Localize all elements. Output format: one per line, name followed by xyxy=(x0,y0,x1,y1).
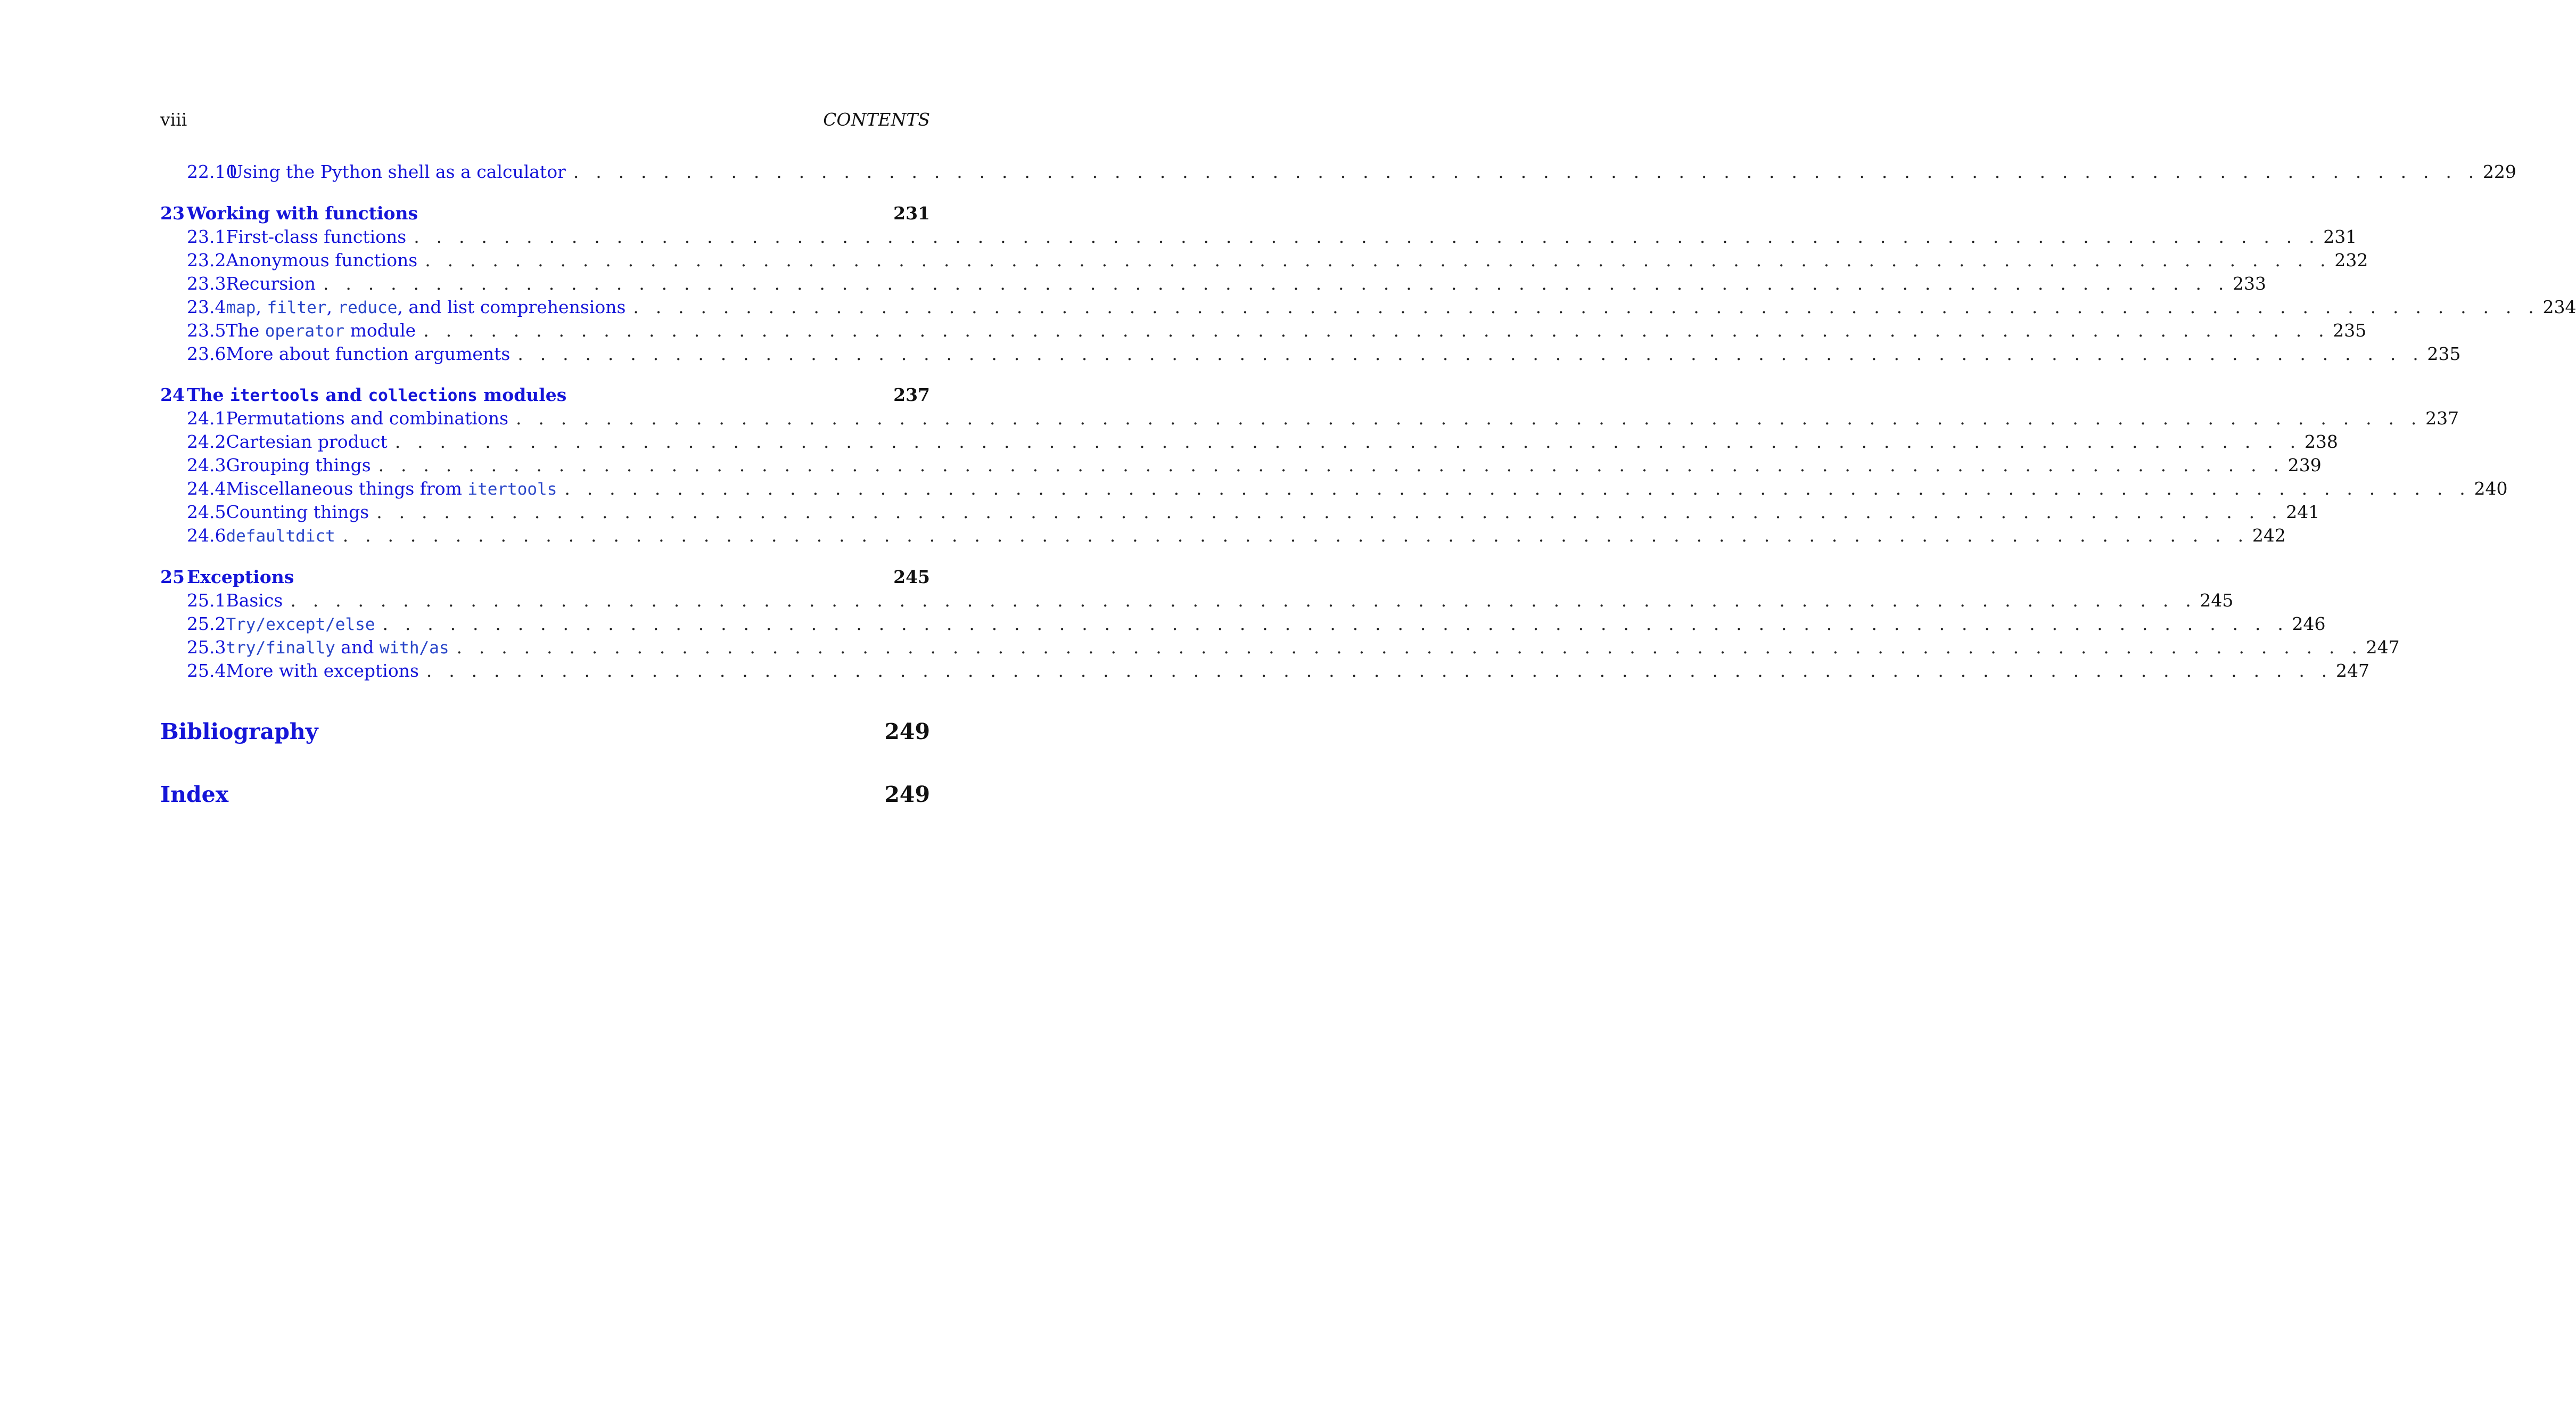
page-number: 249 xyxy=(884,719,930,744)
section-title[interactable]: Counting things xyxy=(226,502,369,522)
code-filter: filter xyxy=(267,298,327,317)
page-number: 245 xyxy=(2200,590,2234,611)
page-number: 237 xyxy=(2425,408,2459,429)
toc-entry-24-5[interactable]: 24.5 Counting things . . . . . . . . . . . . . . . . . . . . . . . . . . . . . . . . . . . . . . . . . . . . . . . . . . . . . . . . . . . . . . . . . . . . . . . . . . . . . . . . . . . . . 241 xyxy=(160,501,930,524)
page-number: 235 xyxy=(2333,320,2367,341)
section-number: 25.4 xyxy=(187,660,226,681)
section-title[interactable] xyxy=(226,477,557,501)
code-operator: operator xyxy=(265,322,345,341)
code-defaultdict: defaultdict xyxy=(226,527,335,546)
section-title[interactable]: Anonymous functions xyxy=(226,250,418,270)
code-try-finally: try/finally xyxy=(226,638,335,658)
index-title[interactable]: Index xyxy=(160,782,229,807)
running-header xyxy=(160,109,930,130)
title-text: The xyxy=(187,384,231,405)
page-number: 231 xyxy=(2323,226,2357,247)
toc-entry-24-1[interactable]: 24.1 Permutations and combinations . . . . . . . . . . . . . . . . . . . . . . . . . . . . . . . . . . . . . . . . . . . . . . . . . . . . . . . . . . . . . . . . . . . . . . . . . . . . . . . . . . . . . 237 xyxy=(160,407,930,430)
toc-entry-23-2[interactable]: 23.2 Anonymous functions . . . . . . . . . . . . . . . . . . . . . . . . . . . . . . . . . . . . . . . . . . . . . . . . . . . . . . . . . . . . . . . . . . . . . . . . . . . . . . . . . . . . . 232 xyxy=(160,249,930,272)
toc-chapter-25[interactable] xyxy=(160,565,930,589)
section-title[interactable] xyxy=(226,612,375,636)
bibliography-title[interactable]: Bibliography xyxy=(160,719,318,744)
title-separator: , xyxy=(326,297,338,317)
page-number-label: viii xyxy=(160,109,187,130)
code-with-as: with/as xyxy=(379,638,449,658)
title-text: The xyxy=(226,320,265,341)
toc-entry-25-4[interactable]: 25.4 More with exceptions . . . . . . . . . . . . . . . . . . . . . . . . . . . . . . . . . . . . . . . . . . . . . . . . . . . . . . . . . . . . . . . . . . . . . . . . . . . . . . . . . . . . . 247 xyxy=(160,659,930,683)
toc-entry-23-1[interactable]: 23.1 First-class functions . . . . . . . . . . . . . . . . . . . . . . . . . . . . . . . . . . . . . . . . . . . . . . . . . . . . . . . . . . . . . . . . . . . . . . . . . . . . . . . . . . . . . 231 xyxy=(160,225,930,249)
toc-entry-24-3[interactable]: 24.3 Grouping things . . . . . . . . . . . . . . . . . . . . . . . . . . . . . . . . . . . . . . . . . . . . . . . . . . . . . . . . . . . . . . . . . . . . . . . . . . . . . . . . . . . . . 239 xyxy=(160,454,930,477)
page-number: 234 xyxy=(2542,297,2576,317)
page-number: 233 xyxy=(2233,273,2267,294)
code-itertools: itertools xyxy=(467,480,557,499)
page-number: 231 xyxy=(893,203,930,224)
page-number: 247 xyxy=(2366,637,2400,658)
chapter-title[interactable] xyxy=(187,383,566,407)
toc-entry-24-2[interactable]: 24.2 Cartesian product . . . . . . . . . . . . . . . . . . . . . . . . . . . . . . . . . . . . . . . . . . . . . . . . . . . . . . . . . . . . . . . . . . . . . . . . . . . . . . . . . . . . . 238 xyxy=(160,430,930,454)
section-number: 24.4 xyxy=(187,478,226,499)
section-title[interactable]: First-class functions xyxy=(226,226,407,247)
running-title: CONTENTS xyxy=(823,109,930,130)
page-number: 242 xyxy=(2252,525,2286,546)
title-text: and xyxy=(335,637,380,658)
section-title[interactable]: Cartesian product xyxy=(226,431,388,452)
page-number: 239 xyxy=(2287,455,2322,475)
section-title[interactable] xyxy=(226,296,626,319)
section-title[interactable]: More about function arguments xyxy=(226,343,511,364)
toc-bibliography[interactable] xyxy=(160,719,930,744)
title-text: modules xyxy=(477,384,567,405)
title-text: module xyxy=(344,320,416,341)
section-number: 23.3 xyxy=(187,273,226,294)
section-number: 25.2 xyxy=(187,613,226,634)
toc-entry-23-4[interactable]: 23.4 map, filter, reduce, and list comprehensions . . . . . . . . . . . . . . . . . . . . . . . . . . . . . . . . . . . . . . . . . . . . . . . . . . . . . . . . . . . . . . . . . . . . . . . . . . . . . . . . . . . . . 234 xyxy=(160,296,930,319)
chapter-title[interactable]: Working with functions xyxy=(187,203,418,224)
page-number: 240 xyxy=(2474,478,2508,499)
toc-entry-24-4[interactable]: 24.4 Miscellaneous things from itertools . . . . . . . . . . . . . . . . . . . . . . . . . . . . . . . . . . . . . . . . . . . . . . . . . . . . . . . . . . . . . . . . . . . . . . . . . . . . . . . . . . . . . 240 xyxy=(160,477,930,501)
toc-entry-25-3[interactable]: 25.3 try/finally and with/as . . . . . . . . . . . . . . . . . . . . . . . . . . . . . . . . . . . . . . . . . . . . . . . . . . . . . . . . . . . . . . . . . . . . . . . . . . . . . . . . . . . . . 247 xyxy=(160,636,930,659)
page-number: 235 xyxy=(2427,343,2461,364)
section-title[interactable] xyxy=(226,524,335,548)
page-number: 232 xyxy=(2334,250,2368,270)
code-map: map xyxy=(226,298,256,317)
section-title[interactable]: More with exceptions xyxy=(226,660,419,681)
code-collections: collections xyxy=(368,386,478,405)
section-title[interactable]: Using the Python shell as a calculator xyxy=(228,161,566,182)
toc-entry-23-5[interactable]: 23.5 The operator module . . . . . . . . . . . . . . . . . . . . . . . . . . . . . . . . . . . . . . . . . . . . . . . . . . . . . . . . . . . . . . . . . . . . . . . . . . . . . . . . . . . . . 235 xyxy=(160,319,930,342)
page-number: 247 xyxy=(2335,660,2369,681)
section-title[interactable]: Recursion xyxy=(226,273,316,294)
toc-entry-25-1[interactable]: 25.1 Basics . . . . . . . . . . . . . . . . . . . . . . . . . . . . . . . . . . . . . . . . . . . . . . . . . . . . . . . . . . . . . . . . . . . . . . . . . . . . . . . . . . . . . 245 xyxy=(160,589,930,612)
toc-chapter-24[interactable] xyxy=(160,383,930,407)
title-text: and xyxy=(319,384,368,405)
page-number: 229 xyxy=(2482,161,2516,182)
chapter-number: 24 xyxy=(160,384,185,405)
title-separator: , xyxy=(256,297,267,317)
title-text: Miscellaneous things from xyxy=(226,478,468,499)
section-title[interactable]: Permutations and combinations xyxy=(226,408,509,429)
section-number: 24.3 xyxy=(187,455,226,475)
section-number: 25.1 xyxy=(187,590,226,611)
page-number: 237 xyxy=(893,384,930,405)
code-try-except-else: Try/except/else xyxy=(226,615,375,634)
section-number: 23.1 xyxy=(187,226,226,247)
page-number: 241 xyxy=(2286,502,2320,522)
section-title[interactable]: Grouping things xyxy=(226,455,371,475)
page-number: 249 xyxy=(884,782,930,807)
section-number: 25.3 xyxy=(187,637,226,658)
section-number: 23.5 xyxy=(187,320,226,341)
section-title[interactable] xyxy=(226,319,416,343)
page-number: 238 xyxy=(2304,431,2338,452)
section-number: 23.2 xyxy=(187,250,226,270)
chapter-number: 23 xyxy=(160,203,185,224)
page-number: 246 xyxy=(2292,613,2326,634)
code-reduce: reduce xyxy=(338,298,398,317)
chapter-number: 25 xyxy=(160,567,185,587)
section-number: 24.5 xyxy=(187,502,226,522)
toc-index[interactable] xyxy=(160,782,930,807)
section-number: 24.2 xyxy=(187,431,226,452)
code-itertools: itertools xyxy=(230,386,320,405)
section-number: 23.6 xyxy=(187,343,226,364)
section-title[interactable]: Basics xyxy=(226,590,283,611)
section-number: 22.10 xyxy=(187,161,237,182)
page-number: 245 xyxy=(893,567,930,587)
section-number: 24.1 xyxy=(187,408,226,429)
toc-entry-25-2[interactable]: 25.2 Try/except/else . . . . . . . . . . . . . . . . . . . . . . . . . . . . . . . . . . . . . . . . . . . . . . . . . . . . . . . . . . . . . . . . . . . . . . . . . . . . . . . . . . . . . 246 xyxy=(160,612,930,636)
chapter-title[interactable]: Exceptions xyxy=(187,567,294,587)
toc-chapter-23[interactable] xyxy=(160,202,930,225)
section-number: 24.6 xyxy=(187,525,226,546)
section-title[interactable] xyxy=(226,636,449,660)
toc-entry-23-3[interactable]: 23.3 Recursion . . . . . . . . . . . . . . . . . . . . . . . . . . . . . . . . . . . . . . . . . . . . . . . . . . . . . . . . . . . . . . . . . . . . . . . . . . . . . . . . . . . . . 233 xyxy=(160,272,930,296)
toc-entry-22-10[interactable]: 22.10 Using the Python shell as a calculator . . . . . . . . . . . . . . . . . . . . . . . . . . . . . . . . . . . . . . . . . . . . . . . . . . . . . . . . . . . . . . . . . . . . . . . . . . . . . . . . . . . . . 229 xyxy=(160,160,930,184)
toc-entry-24-6[interactable]: 24.6 defaultdict . . . . . . . . . . . . . . . . . . . . . . . . . . . . . . . . . . . . . . . . . . . . . . . . . . . . . . . . . . . . . . . . . . . . . . . . . . . . . . . . . . . . . 242 xyxy=(160,524,930,547)
toc-entry-23-6[interactable]: 23.6 More about function arguments . . . . . . . . . . . . . . . . . . . . . . . . . . . . . . . . . . . . . . . . . . . . . . . . . . . . . . . . . . . . . . . . . . . . . . . . . . . . . . . . . . . . . 235 xyxy=(160,342,930,366)
section-number: 23.4 xyxy=(187,297,226,317)
title-text: , and list comprehensions xyxy=(397,297,626,317)
